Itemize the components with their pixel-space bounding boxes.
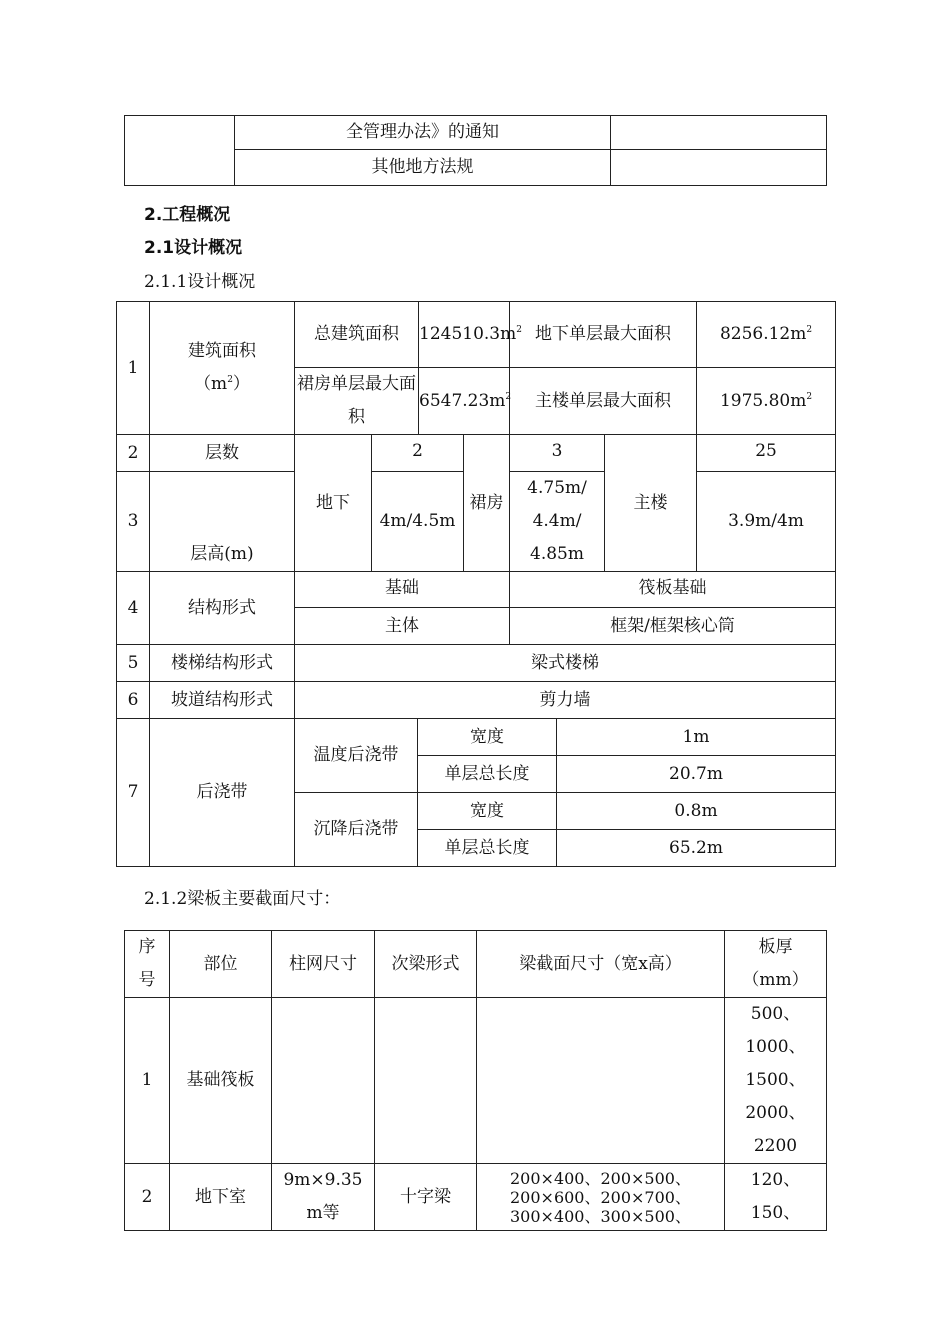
header-section: 梁截面尺寸（宽x高） xyxy=(477,931,725,998)
row-number: 1 xyxy=(125,998,170,1164)
thickness: 500、 1000、 1500、 2000、 2200 xyxy=(725,998,827,1164)
row-number: 4 xyxy=(117,572,150,645)
basement-floors: 2 xyxy=(372,435,464,472)
row-number: 5 xyxy=(117,645,150,682)
total-area-value: $124510.3m^2$ xyxy=(419,302,510,368)
podium-max-area-value: $6547.23m^2$ xyxy=(419,368,510,435)
subsubsection-heading: 2.1.2梁板主要截面尺寸： xyxy=(144,889,341,909)
section-heading: 2.工程概况 xyxy=(144,205,231,225)
width-label: 宽度 xyxy=(418,793,557,830)
settlement-strip-label: 沉降后浇带 xyxy=(295,793,418,867)
row-number: 7 xyxy=(117,719,150,867)
area-label: 建筑面积 xyxy=(188,341,256,361)
secondary-beam xyxy=(375,998,477,1164)
row-number: 6 xyxy=(117,682,150,719)
header-no: 序 号 xyxy=(125,931,170,998)
length-value: 65.2m xyxy=(557,830,836,867)
podium-max-area-label: 裙房单层最大面积 xyxy=(295,368,419,435)
beam-slab-table xyxy=(124,930,827,1231)
header-secondary-beam: 次梁形式 xyxy=(375,931,477,998)
length-label: 单层总长度 xyxy=(418,756,557,793)
empty-cell xyxy=(611,116,827,150)
row-label: 坡道结构形式 xyxy=(150,682,295,719)
row-number: 2 xyxy=(117,435,150,472)
design-overview-table xyxy=(116,301,836,719)
basement-max-area-value: $8256.12m^2$ xyxy=(697,302,836,368)
regulation-name: 其他地方法规 xyxy=(235,150,611,186)
total-area-label: 总建筑面积 xyxy=(295,302,419,368)
area-unit: $(m^2)$ xyxy=(194,374,250,394)
basement-label: 地下 xyxy=(295,435,372,572)
secondary-beam: 十字梁 xyxy=(375,1164,477,1231)
tower-label: 主楼 xyxy=(605,435,697,572)
grid xyxy=(272,998,375,1164)
part: 基础筏板 xyxy=(170,998,272,1164)
part: 地下室 xyxy=(170,1164,272,1231)
row-number: 3 xyxy=(117,472,150,572)
empty-cell xyxy=(611,150,827,186)
section xyxy=(477,998,725,1164)
podium-label: 裙房 xyxy=(464,435,510,572)
width-value: 1m xyxy=(557,719,836,756)
width-value: 0.8m xyxy=(557,793,836,830)
length-label: 单层总长度 xyxy=(418,830,557,867)
tower-max-area-value: $1975.80m^2$ xyxy=(697,368,836,435)
tower-max-area-label: 主楼单层最大面积 xyxy=(510,368,697,435)
empty-cell xyxy=(125,116,235,186)
row-label xyxy=(150,302,295,435)
row-label: 结构形式 xyxy=(150,572,295,645)
header-thickness: 板厚 （mm） xyxy=(725,931,827,998)
grid: 9m×9.35 m等 xyxy=(272,1164,375,1231)
subsubsection-heading: 2.1.1设计概况 xyxy=(144,272,256,292)
regulations-table xyxy=(124,115,827,186)
width-label: 宽度 xyxy=(418,719,557,756)
row-label: 后浇带 xyxy=(150,719,295,867)
subsection-heading: 2.1设计概况 xyxy=(144,238,243,258)
header-part: 部位 xyxy=(170,931,272,998)
tower-height: 3.9m/4m xyxy=(697,472,836,572)
section: 200×400、200×500、 200×600、200×700、 300×400、300×500、 xyxy=(477,1164,725,1231)
length-value: 20.7m xyxy=(557,756,836,793)
main-structure-label: 主体 xyxy=(295,608,510,645)
main-structure-value: 框架/框架核心筒 xyxy=(510,608,836,645)
podium-floors: 3 xyxy=(510,435,605,472)
foundation-label: 基础 xyxy=(295,572,510,608)
post-pour-table xyxy=(116,718,836,867)
thickness: 120、 150、 xyxy=(725,1164,827,1231)
header-grid: 柱网尺寸 xyxy=(272,931,375,998)
foundation-value: 筏板基础 xyxy=(510,572,836,608)
regulation-name: 全管理办法》的通知 xyxy=(235,116,611,150)
podium-height: 4.75m/ 4.4m/ 4.85m xyxy=(510,472,605,572)
temperature-strip-label: 温度后浇带 xyxy=(295,719,418,793)
row-number: 2 xyxy=(125,1164,170,1231)
ramp-structure-value: 剪力墙 xyxy=(295,682,836,719)
stair-structure-value: 梁式楼梯 xyxy=(295,645,836,682)
row-label: 层数 xyxy=(150,435,295,472)
row-number: 1 xyxy=(117,302,150,435)
tower-floors: 25 xyxy=(697,435,836,472)
row-label: 楼梯结构形式 xyxy=(150,645,295,682)
basement-max-area-label: 地下单层最大面积 xyxy=(510,302,697,368)
row-label: 层高(m) xyxy=(150,472,295,572)
basement-height: 4m/4.5m xyxy=(372,472,464,572)
